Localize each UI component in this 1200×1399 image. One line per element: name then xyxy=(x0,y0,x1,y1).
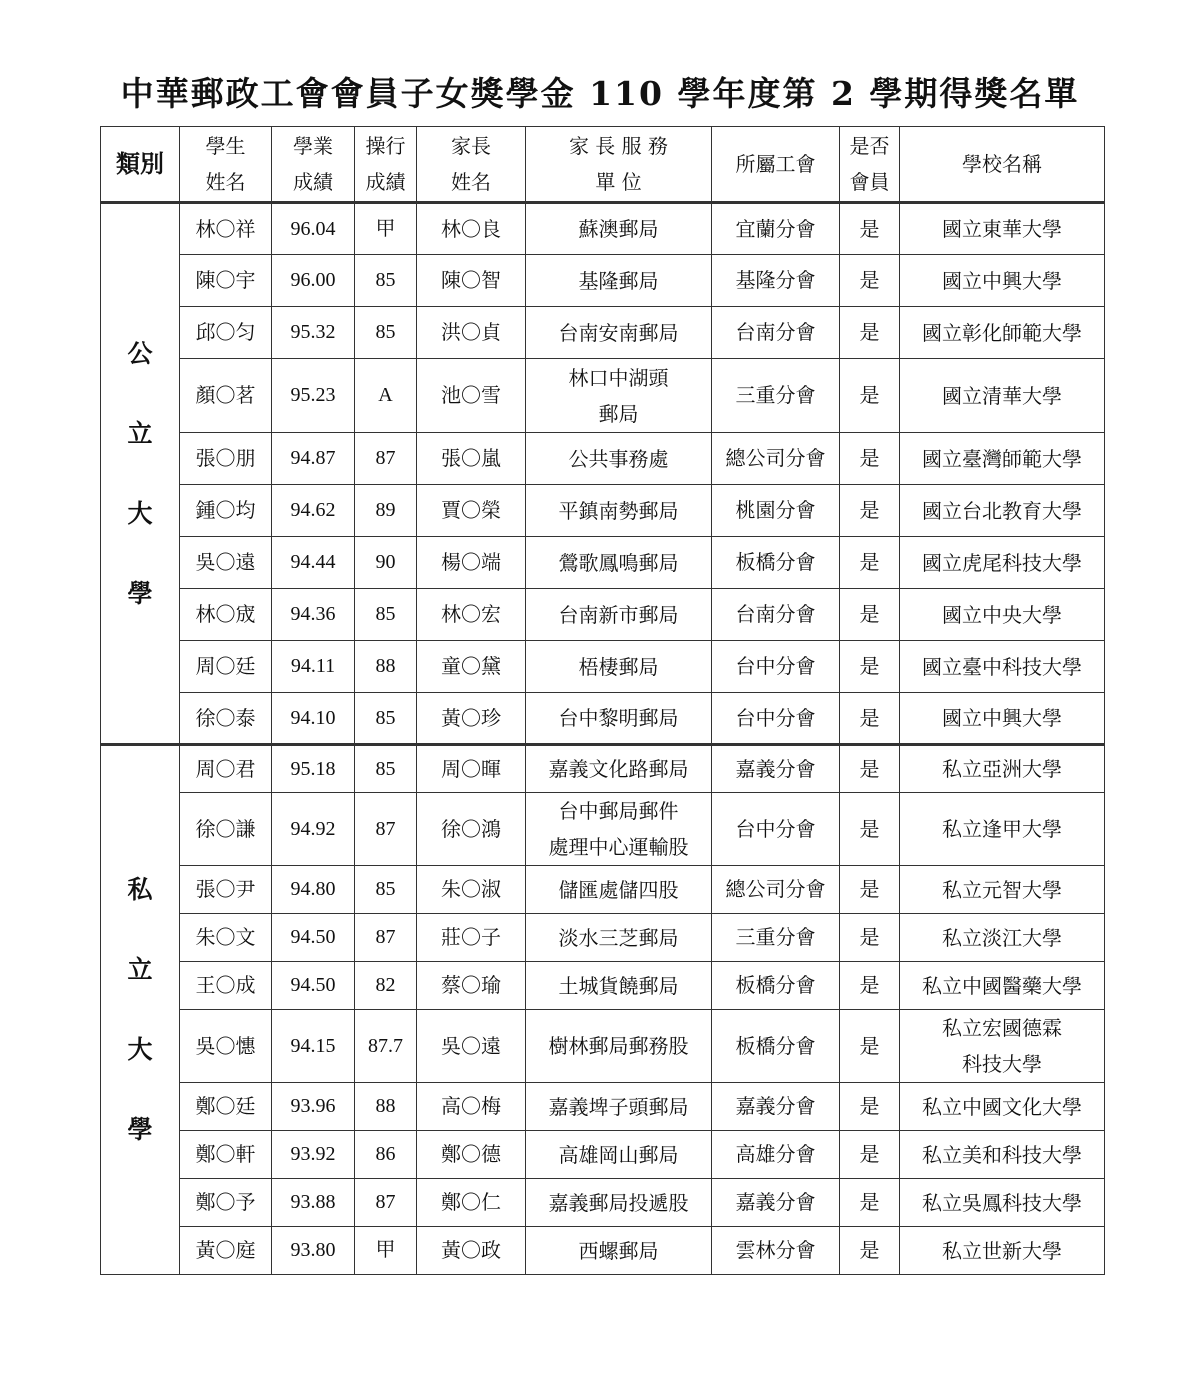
table-row xyxy=(101,359,1105,433)
conduct-score-cell: 85 xyxy=(355,693,417,745)
parent-unit-line: 林口中湖頭 xyxy=(568,365,669,390)
student-name-cell: 徐〇謙 xyxy=(180,793,272,866)
academic-score-cell: 94.92 xyxy=(272,793,355,866)
school-cell xyxy=(900,693,1105,745)
academic-score-cell: 93.96 xyxy=(272,1083,355,1131)
parent-unit-cell xyxy=(526,1179,712,1227)
union-cell: 板橋分會 xyxy=(712,962,840,1010)
parent-unit-line: 處理中心運輸股 xyxy=(548,835,689,859)
student-name-cell: 周〇君 xyxy=(180,745,272,793)
category-cell xyxy=(101,745,180,1275)
school-line: 國立清華大學 xyxy=(942,383,1062,408)
school-cell xyxy=(900,537,1105,589)
student-name-cell: 林〇宬 xyxy=(180,589,272,641)
academic-score-cell: 93.80 xyxy=(272,1227,355,1275)
category-cell xyxy=(101,203,180,745)
academic-score-cell: 96.00 xyxy=(272,255,355,307)
member-cell: 是 xyxy=(840,1227,900,1275)
student-name-cell: 朱〇文 xyxy=(180,914,272,962)
union-cell: 台中分會 xyxy=(712,693,840,745)
parent-unit-cell xyxy=(526,1227,712,1275)
member-cell: 是 xyxy=(840,1179,900,1227)
conduct-score-cell: 85 xyxy=(355,589,417,641)
parent-name-cell: 張〇嵐 xyxy=(417,433,526,485)
academic-score-cell: 95.32 xyxy=(272,307,355,359)
table-row xyxy=(101,307,1105,359)
parent-unit-cell xyxy=(526,962,712,1010)
conduct-score-cell: 87 xyxy=(355,914,417,962)
parent-name-cell: 周〇暉 xyxy=(417,745,526,793)
union-cell: 嘉義分會 xyxy=(712,1083,840,1131)
parent-unit-line: 公共事務處 xyxy=(568,446,669,471)
student-name-cell: 徐〇泰 xyxy=(180,693,272,745)
table-row xyxy=(101,1010,1105,1083)
header-parent-unit: 家 長 服 務 單 位 xyxy=(526,127,712,203)
school-cell xyxy=(900,1083,1105,1131)
academic-score-cell: 94.80 xyxy=(272,866,355,914)
school-line: 私立中國醫藥大學 xyxy=(922,973,1082,998)
student-name-cell: 鄭〇廷 xyxy=(180,1083,272,1131)
school-line: 私立美和科技大學 xyxy=(922,1142,1082,1167)
school-line: 私立逢甲大學 xyxy=(942,817,1062,841)
union-cell: 嘉義分會 xyxy=(712,745,840,793)
member-cell: 是 xyxy=(840,866,900,914)
category-char: 私 xyxy=(127,875,153,904)
conduct-score-cell: 86 xyxy=(355,1131,417,1179)
conduct-score-cell: 87 xyxy=(355,793,417,866)
school-line: 國立中央大學 xyxy=(942,602,1062,627)
parent-unit-line: 嘉義郵局投遞股 xyxy=(548,1190,689,1215)
school-line: 私立宏國德霖 xyxy=(942,1016,1062,1040)
member-cell: 是 xyxy=(840,914,900,962)
school-line: 私立中國文化大學 xyxy=(922,1094,1082,1119)
parent-name-cell: 高〇梅 xyxy=(417,1083,526,1131)
union-cell: 板橋分會 xyxy=(712,1010,840,1083)
school-cell xyxy=(900,307,1105,359)
table-row xyxy=(101,485,1105,537)
academic-score-cell: 93.88 xyxy=(272,1179,355,1227)
parent-unit-cell xyxy=(526,359,712,433)
conduct-score-cell: 85 xyxy=(355,307,417,359)
parent-name-cell: 賈〇榮 xyxy=(417,485,526,537)
member-cell: 是 xyxy=(840,589,900,641)
union-cell: 高雄分會 xyxy=(712,1131,840,1179)
parent-unit-cell xyxy=(526,641,712,693)
union-cell: 嘉義分會 xyxy=(712,1179,840,1227)
school-line: 國立中興大學 xyxy=(942,706,1062,730)
union-cell: 基隆分會 xyxy=(712,255,840,307)
parent-unit-cell xyxy=(526,255,712,307)
conduct-score-cell: 87.7 xyxy=(355,1010,417,1083)
parent-unit-line: 台南新市郵局 xyxy=(558,602,679,627)
parent-unit-line: 郵局 xyxy=(598,401,639,426)
academic-score-cell: 94.10 xyxy=(272,693,355,745)
parent-unit-cell xyxy=(526,1010,712,1083)
parent-name-cell: 童〇黛 xyxy=(417,641,526,693)
member-cell: 是 xyxy=(840,793,900,866)
category-char: 立 xyxy=(127,955,153,984)
school-line: 國立臺中科技大學 xyxy=(922,654,1082,679)
school-cell xyxy=(900,1227,1105,1275)
parent-unit-cell xyxy=(526,485,712,537)
school-cell xyxy=(900,866,1105,914)
parent-name-cell: 池〇雪 xyxy=(417,359,526,433)
section-private-university xyxy=(101,745,1105,1275)
conduct-score-cell: 85 xyxy=(355,866,417,914)
school-line: 私立淡江大學 xyxy=(942,925,1062,950)
member-cell: 是 xyxy=(840,962,900,1010)
school-line: 私立吳鳳科技大學 xyxy=(922,1190,1082,1215)
parent-name-cell: 黃〇珍 xyxy=(417,693,526,745)
parent-unit-cell xyxy=(526,1083,712,1131)
parent-unit-cell xyxy=(526,1131,712,1179)
conduct-score-cell: 88 xyxy=(355,641,417,693)
academic-score-cell: 94.62 xyxy=(272,485,355,537)
parent-name-cell: 朱〇淑 xyxy=(417,866,526,914)
union-cell: 三重分會 xyxy=(712,914,840,962)
parent-name-cell: 陳〇智 xyxy=(417,255,526,307)
union-cell: 三重分會 xyxy=(712,359,840,433)
academic-score-cell: 94.15 xyxy=(272,1010,355,1083)
parent-name-cell: 黃〇政 xyxy=(417,1227,526,1275)
school-cell xyxy=(900,1010,1105,1083)
academic-score-cell: 94.44 xyxy=(272,537,355,589)
table-row xyxy=(101,962,1105,1010)
conduct-score-cell: 88 xyxy=(355,1083,417,1131)
school-line: 私立世新大學 xyxy=(942,1238,1062,1263)
header-conduct-score: 操行 成績 xyxy=(355,127,417,203)
school-cell xyxy=(900,1179,1105,1227)
conduct-score-cell: 89 xyxy=(355,485,417,537)
student-name-cell: 林〇祥 xyxy=(180,203,272,255)
union-cell: 宜蘭分會 xyxy=(712,203,840,255)
school-line: 國立彰化師範大學 xyxy=(922,320,1082,345)
academic-score-cell: 95.23 xyxy=(272,359,355,433)
conduct-score-cell: 87 xyxy=(355,433,417,485)
school-cell xyxy=(900,433,1105,485)
parent-name-cell: 林〇良 xyxy=(417,203,526,255)
student-name-cell: 鄭〇予 xyxy=(180,1179,272,1227)
award-table xyxy=(100,126,1105,1275)
parent-unit-line: 土城貨饒郵局 xyxy=(558,973,679,998)
parent-unit-cell xyxy=(526,793,712,866)
parent-unit-cell xyxy=(526,203,712,255)
table-row xyxy=(101,1179,1105,1227)
table-row xyxy=(101,203,1105,255)
union-cell: 台南分會 xyxy=(712,589,840,641)
conduct-score-cell: A xyxy=(355,359,417,433)
table-row xyxy=(101,433,1105,485)
parent-unit-cell xyxy=(526,433,712,485)
conduct-score-cell: 85 xyxy=(355,745,417,793)
section-public-university xyxy=(101,203,1105,745)
parent-name-cell: 林〇宏 xyxy=(417,589,526,641)
academic-score-cell: 95.18 xyxy=(272,745,355,793)
student-name-cell: 周〇廷 xyxy=(180,641,272,693)
union-cell: 板橋分會 xyxy=(712,537,840,589)
school-line: 國立東華大學 xyxy=(942,217,1062,241)
parent-unit-line: 嘉義文化路郵局 xyxy=(548,757,689,781)
academic-score-cell: 94.87 xyxy=(272,433,355,485)
parent-unit-line: 台南安南郵局 xyxy=(558,320,679,345)
member-cell: 是 xyxy=(840,359,900,433)
parent-unit-line: 西螺郵局 xyxy=(578,1238,659,1263)
parent-name-cell: 吳〇遠 xyxy=(417,1010,526,1083)
member-cell: 是 xyxy=(840,203,900,255)
parent-unit-line: 儲匯處儲四股 xyxy=(558,877,679,902)
table-row xyxy=(101,1083,1105,1131)
table-row xyxy=(101,1227,1105,1275)
category-char: 大 xyxy=(127,498,153,528)
table-row xyxy=(101,255,1105,307)
member-cell: 是 xyxy=(840,255,900,307)
school-cell xyxy=(900,914,1105,962)
student-name-cell: 張〇朋 xyxy=(180,433,272,485)
table-row xyxy=(101,914,1105,962)
parent-unit-cell xyxy=(526,866,712,914)
header-academic-score: 學業 成績 xyxy=(272,127,355,203)
member-cell: 是 xyxy=(840,485,900,537)
member-cell: 是 xyxy=(840,745,900,793)
parent-name-cell: 洪〇貞 xyxy=(417,307,526,359)
header-parent-name: 家長 姓名 xyxy=(417,127,526,203)
parent-unit-line: 蘇澳郵局 xyxy=(578,217,659,241)
union-cell: 台中分會 xyxy=(712,793,840,866)
parent-unit-cell xyxy=(526,307,712,359)
table-header xyxy=(101,127,1105,203)
school-cell xyxy=(900,359,1105,433)
table-row xyxy=(101,537,1105,589)
header-union: 所屬工會 xyxy=(712,127,840,203)
member-cell: 是 xyxy=(840,433,900,485)
table-row xyxy=(101,745,1105,793)
union-cell: 總公司分會 xyxy=(712,866,840,914)
conduct-score-cell: 82 xyxy=(355,962,417,1010)
parent-unit-cell xyxy=(526,693,712,745)
table-row xyxy=(101,793,1105,866)
student-name-cell: 王〇成 xyxy=(180,962,272,1010)
academic-score-cell: 94.11 xyxy=(272,641,355,693)
union-cell: 台南分會 xyxy=(712,307,840,359)
school-line: 國立臺灣師範大學 xyxy=(922,446,1082,471)
school-line: 國立中興大學 xyxy=(942,268,1062,293)
category-char: 學 xyxy=(127,578,153,608)
header-member: 是否 會員 xyxy=(840,127,900,203)
header-student-name: 學生 姓名 xyxy=(180,127,272,203)
school-cell xyxy=(900,641,1105,693)
school-line: 科技大學 xyxy=(962,1052,1042,1076)
parent-name-cell: 楊〇端 xyxy=(417,537,526,589)
student-name-cell: 鍾〇均 xyxy=(180,485,272,537)
academic-score-cell: 94.50 xyxy=(272,962,355,1010)
conduct-score-cell: 甲 xyxy=(355,1227,417,1275)
student-name-cell: 吳〇遠 xyxy=(180,537,272,589)
school-cell xyxy=(900,1131,1105,1179)
member-cell: 是 xyxy=(840,307,900,359)
student-name-cell: 陳〇宇 xyxy=(180,255,272,307)
student-name-cell: 吳〇憓 xyxy=(180,1010,272,1083)
union-cell: 總公司分會 xyxy=(712,433,840,485)
school-cell xyxy=(900,485,1105,537)
parent-unit-line: 梧棲郵局 xyxy=(578,654,659,679)
parent-unit-line: 嘉義埤子頭郵局 xyxy=(548,1094,689,1119)
school-line: 國立台北教育大學 xyxy=(922,498,1082,523)
school-line: 私立亞洲大學 xyxy=(942,757,1062,781)
conduct-score-cell: 87 xyxy=(355,1179,417,1227)
parent-name-cell: 蔡〇瑜 xyxy=(417,962,526,1010)
member-cell: 是 xyxy=(840,1010,900,1083)
student-name-cell: 鄭〇軒 xyxy=(180,1131,272,1179)
parent-unit-line: 淡水三芝郵局 xyxy=(558,925,679,950)
parent-unit-line: 基隆郵局 xyxy=(578,268,659,293)
school-cell xyxy=(900,589,1105,641)
parent-name-cell: 鄭〇德 xyxy=(417,1131,526,1179)
table-row xyxy=(101,589,1105,641)
union-cell: 桃園分會 xyxy=(712,485,840,537)
parent-unit-line: 平鎮南勢郵局 xyxy=(558,498,679,523)
parent-name-cell: 鄭〇仁 xyxy=(417,1179,526,1227)
category-char: 公 xyxy=(127,338,153,368)
member-cell: 是 xyxy=(840,1131,900,1179)
student-name-cell: 顏〇茗 xyxy=(180,359,272,433)
conduct-score-cell: 90 xyxy=(355,537,417,589)
conduct-score-cell: 85 xyxy=(355,255,417,307)
school-cell xyxy=(900,793,1105,866)
school-cell xyxy=(900,962,1105,1010)
union-cell: 雲林分會 xyxy=(712,1227,840,1275)
school-cell xyxy=(900,255,1105,307)
student-name-cell: 黃〇庭 xyxy=(180,1227,272,1275)
table-row xyxy=(101,641,1105,693)
conduct-score-cell: 甲 xyxy=(355,203,417,255)
academic-score-cell: 93.92 xyxy=(272,1131,355,1179)
category-char: 學 xyxy=(127,1115,153,1144)
parent-unit-cell xyxy=(526,745,712,793)
school-line: 國立虎尾科技大學 xyxy=(922,550,1082,575)
member-cell: 是 xyxy=(840,1083,900,1131)
table-row xyxy=(101,866,1105,914)
parent-unit-cell xyxy=(526,914,712,962)
student-name-cell: 張〇尹 xyxy=(180,866,272,914)
student-name-cell: 邱〇匀 xyxy=(180,307,272,359)
academic-score-cell: 94.50 xyxy=(272,914,355,962)
member-cell: 是 xyxy=(840,641,900,693)
parent-name-cell: 徐〇鴻 xyxy=(417,793,526,866)
parent-unit-line: 台中黎明郵局 xyxy=(558,706,679,730)
parent-unit-line: 台中郵局郵件 xyxy=(558,799,679,823)
school-cell xyxy=(900,745,1105,793)
academic-score-cell: 96.04 xyxy=(272,203,355,255)
category-char: 大 xyxy=(127,1035,153,1064)
header-category: 類別 xyxy=(101,127,180,203)
parent-name-cell: 莊〇子 xyxy=(417,914,526,962)
parent-unit-line: 鶯歌鳳鳴郵局 xyxy=(558,550,679,575)
header-school: 學校名稱 xyxy=(900,127,1105,203)
category-char: 立 xyxy=(127,418,153,448)
member-cell: 是 xyxy=(840,537,900,589)
parent-unit-line: 高雄岡山郵局 xyxy=(558,1142,679,1167)
parent-unit-cell xyxy=(526,537,712,589)
member-cell: 是 xyxy=(840,693,900,745)
page-title: 中華郵政工會會員子女獎學金 110 學年度第 2 學期得獎名單 xyxy=(120,74,1080,113)
school-line: 私立元智大學 xyxy=(942,877,1062,902)
parent-unit-cell xyxy=(526,589,712,641)
table-row xyxy=(101,1131,1105,1179)
academic-score-cell: 94.36 xyxy=(272,589,355,641)
school-cell xyxy=(900,203,1105,255)
parent-unit-line: 樹林郵局郵務股 xyxy=(548,1034,689,1058)
union-cell: 台中分會 xyxy=(712,641,840,693)
table-row xyxy=(101,693,1105,745)
